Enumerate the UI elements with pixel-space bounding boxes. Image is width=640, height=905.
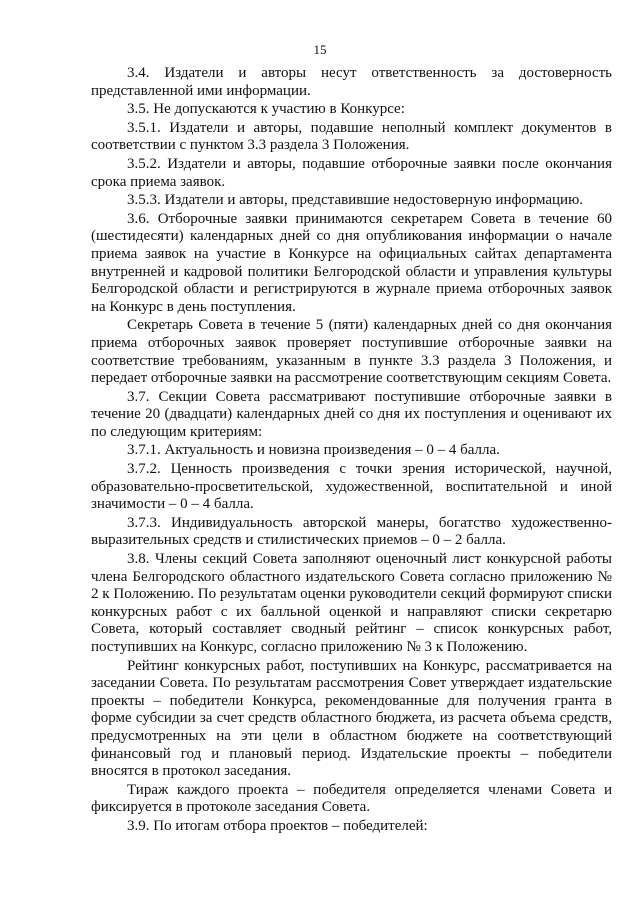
paragraph-3-7-3: 3.7.3. Индивидуальность авторской манеры, богатство художественно-выразительных средств и стилистических приемов – 0 – 2 балла. <box>91 514 612 549</box>
paragraph-3-5: 3.5. Не допускаются к участию в Конкурсе: <box>127 101 405 118</box>
paragraph-3-4: 3.4. Издатели и авторы несут ответственность за достоверность представленной ими информации. <box>91 65 612 99</box>
paragraph-3-6: 3.6. Отборочные заявки принимаются секретарем Совета в течение 60 (шестидесяти) календарных дней со дня опубликования информации о начале приема заявок на участие в Конкурсе на официальных сайтах департамента внутренней и кадровой политики Белгородской области и управления культуры Белгородской области и регистрируются в журнале приема отборочных заявок на Конкурс в день поступления. <box>91 210 612 315</box>
paragraph-3-7-2: 3.7.2. Ценность произведения с точки зрения исторической, научной, образовательно-просветительской, художественной, воспитательной и иной значимости – 0 – 4 балла. <box>91 461 612 513</box>
paragraph-3-8: 3.8. Члены секций Совета заполняют оценочный лист конкурсной работы члена Белгородского областного издательского Совета согласно приложению № 2 к Положению. По результатам оценки руководители секций формируют списки конкурсных работ с их балльной оценкой и направляют списки секретарю Совета, который составляет сводный рейтинг – список конкурсных работ, поступивших на Конкурс, согласно приложению № 3 к Положению. <box>91 551 612 655</box>
paragraph-circulation: Тираж каждого проекта – победителя определяется членами Совета и фиксируется в протоколе заседания Совета. <box>91 781 612 816</box>
paragraph-3-5-2: 3.5.2. Издатели и авторы, подавшие отборочные заявки после окончания срока приема заявок. <box>91 155 612 190</box>
paragraph-secretary: Секретарь Совета в течение 5 (пяти) календарных дней со дня окончания приема отборочных заявок проверяет поступившие отборочные заявки на соответствие требованиям, указанным в пункте 3.3 раздела 3 Положения, и передает отборочные заявки на рассмотрение соответствующим секциям Совета. <box>91 317 612 387</box>
paragraph-3-9: 3.9. По итогам отбора проектов – победителей: <box>127 817 428 834</box>
paragraph-3-7: 3.7. Секции Совета рассматривают поступившие отборочные заявки в течение 20 (двадцати) календарных дней со дня их поступления и оценивают их по следующим критериям: <box>91 388 612 440</box>
paragraph-3-5-3: 3.5.3. Издатели и авторы, представившие недостоверную информацию. <box>127 192 584 209</box>
page-number: 15 <box>313 42 327 57</box>
paragraph-3-5-1: 3.5.1. Издатели и авторы, подавшие неполный комплект документов в соответствии с пунктом 3.3 раздела 3 Положения. <box>91 119 612 154</box>
document-body <box>91 65 612 837</box>
paragraph-3-7-1: 3.7.1. Актуальность и новизна произведения – 0 – 4 балла. <box>127 442 500 459</box>
paragraph-rating: Рейтинг конкурсных работ, поступивших на Конкурс, рассматривается на заседании Совета. По результатам рассмотрения Совет утверждает издательские проекты – победители Конкурса, рекомендованные для получения гранта в форме субсидии за счет средств областного бюджета, из расчета объема средств, предусмотренных на эти цели в областном бюджете на соответствующий финансовый год и плановый период. Издательские проекты – победители вносятся в протокол заседания. <box>91 657 612 780</box>
